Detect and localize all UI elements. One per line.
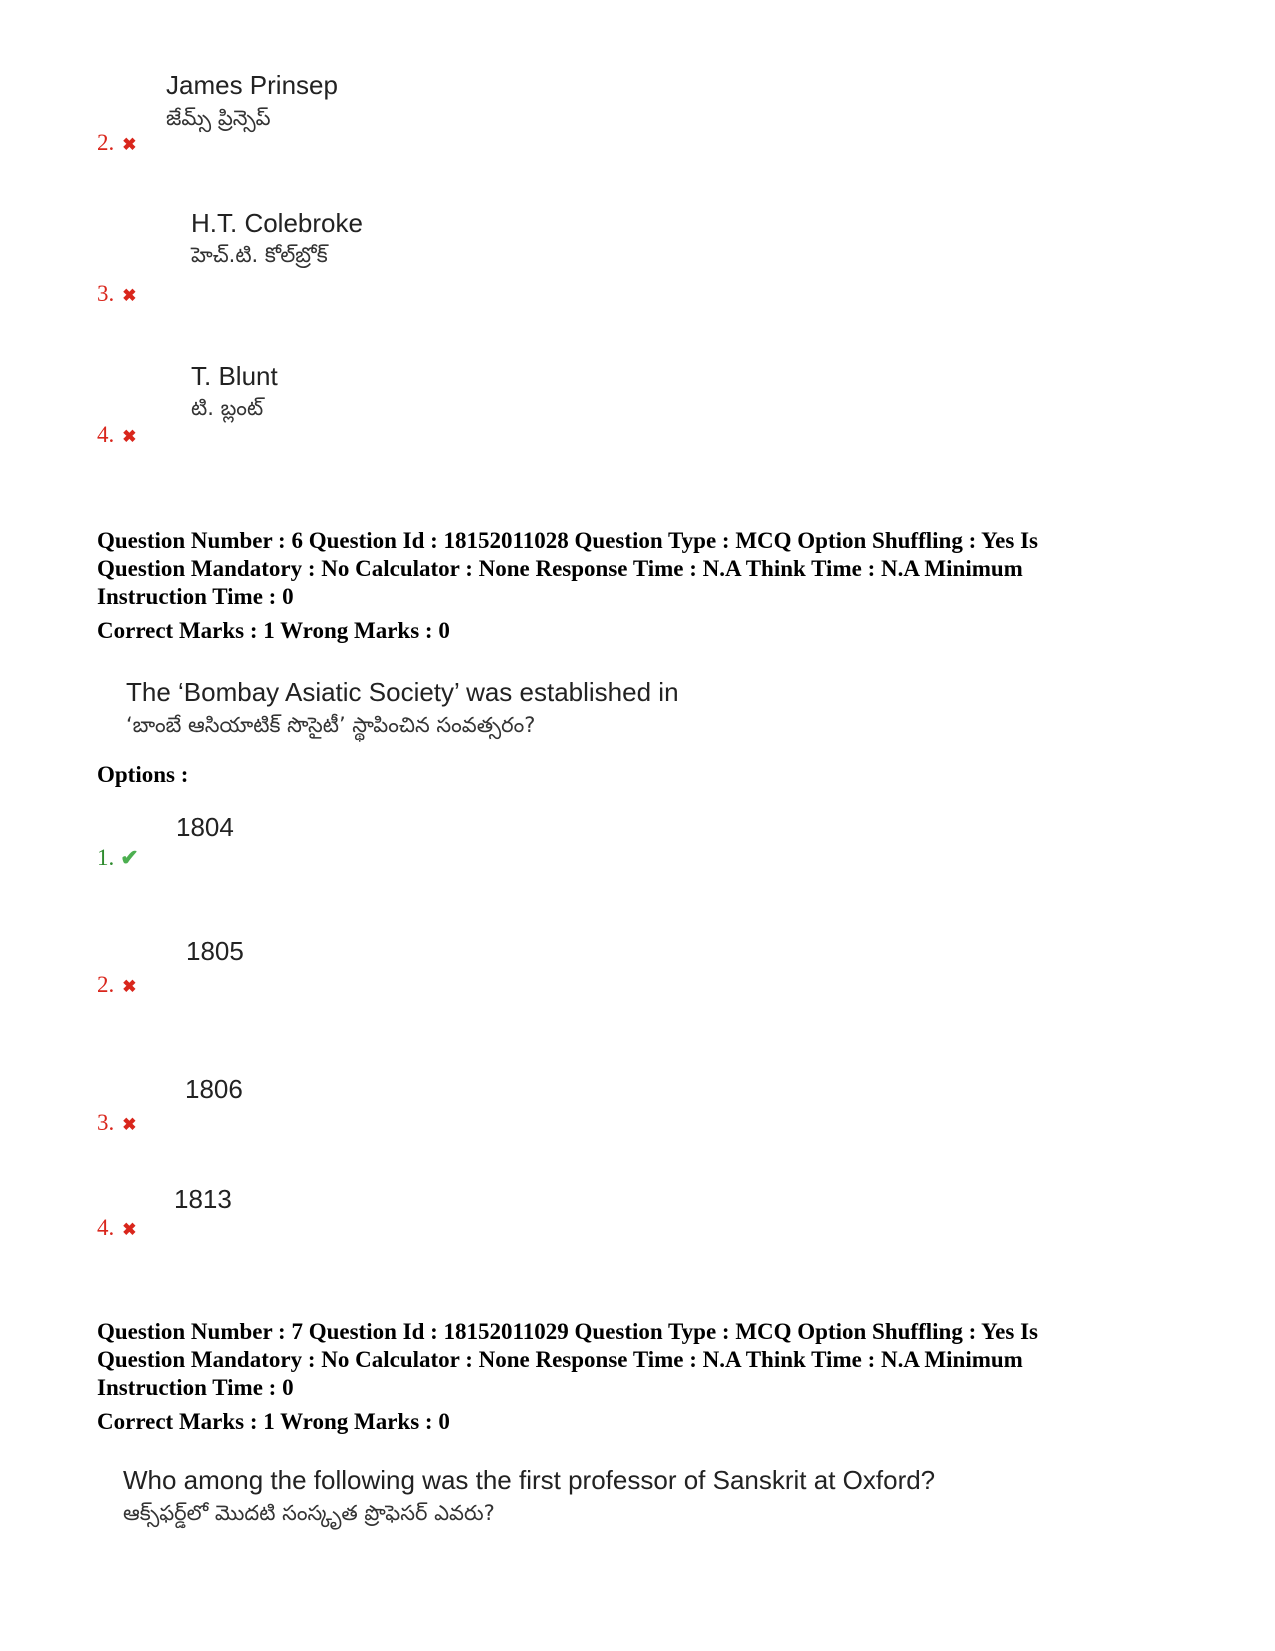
question-text-te: ఆక్స్‌ఫర్డ్‌లో మొదటి సంస్కృత ప్రొఫెసర్ ఎవరు? xyxy=(123,1501,495,1525)
option-number-label: 2. xyxy=(97,972,115,997)
check-icon: ✔ xyxy=(120,845,139,870)
question-meta-line: Instruction Time : 0 xyxy=(97,1375,294,1400)
option-number-label: 3. xyxy=(97,281,115,306)
option-number xyxy=(97,1110,137,1138)
option-number xyxy=(97,972,137,1000)
option-text-en: H.T. Colebroke xyxy=(191,208,363,238)
option-number xyxy=(97,845,139,871)
option-text: 1813 xyxy=(174,1184,232,1214)
question-meta-line: Question Number : 6 Question Id : 18152011028 Question Type : MCQ Option Shuffling : Yes Is xyxy=(97,528,1038,553)
question-meta-line: Instruction Time : 0 xyxy=(97,584,294,609)
option-number-label: 2. xyxy=(97,130,115,155)
option-text-te: జేమ్స్ ప్రిన్సెప్ xyxy=(166,106,271,130)
cross-icon: ✖ xyxy=(122,427,137,446)
cross-icon: ✖ xyxy=(122,977,137,996)
option-text: 1806 xyxy=(185,1074,243,1104)
question-text-en: Who among the following was the first professor of Sanskrit at Oxford? xyxy=(123,1465,936,1495)
cross-icon: ✖ xyxy=(122,1115,137,1134)
option-text: 1805 xyxy=(186,936,244,966)
option-number-label: 3. xyxy=(97,1110,115,1135)
question-text-en: The ‘Bombay Asiatic Society’ was established in xyxy=(126,677,679,707)
option-text-en: T. Blunt xyxy=(191,361,278,391)
option-text-te: హెచ్.టి. కోల్‌బ్రోక్ xyxy=(191,243,328,267)
question-meta-line: Question Mandatory : No Calculator : None Response Time : N.A Think Time : N.A Minimum xyxy=(97,556,1023,581)
option-number xyxy=(97,130,137,158)
option-number-label: 4. xyxy=(97,1215,115,1240)
question-marks: Correct Marks : 1 Wrong Marks : 0 xyxy=(97,1409,450,1434)
option-text-te: టి. బ్లంట్ xyxy=(191,396,264,420)
option-number xyxy=(97,422,137,450)
option-text-en: James Prinsep xyxy=(166,70,338,100)
option-number xyxy=(97,281,137,309)
cross-icon: ✖ xyxy=(122,286,137,305)
cross-icon: ✖ xyxy=(122,135,137,154)
option-number xyxy=(97,1215,137,1243)
question-meta-line: Question Number : 7 Question Id : 18152011029 Question Type : MCQ Option Shuffling : Yes Is xyxy=(97,1319,1038,1344)
options-label: Options : xyxy=(97,762,189,787)
option-number-label: 4. xyxy=(97,422,115,447)
option-number-label: 1. xyxy=(97,845,115,870)
question-marks: Correct Marks : 1 Wrong Marks : 0 xyxy=(97,618,450,643)
option-text: 1804 xyxy=(176,812,234,842)
cross-icon: ✖ xyxy=(122,1220,137,1239)
question-meta-line: Question Mandatory : No Calculator : None Response Time : N.A Think Time : N.A Minimum xyxy=(97,1347,1023,1372)
question-text-te: ‘బాంబే ఆసియాటిక్ సొసైటీ’ స్థాపించిన సంవత్సరం? xyxy=(126,713,536,737)
